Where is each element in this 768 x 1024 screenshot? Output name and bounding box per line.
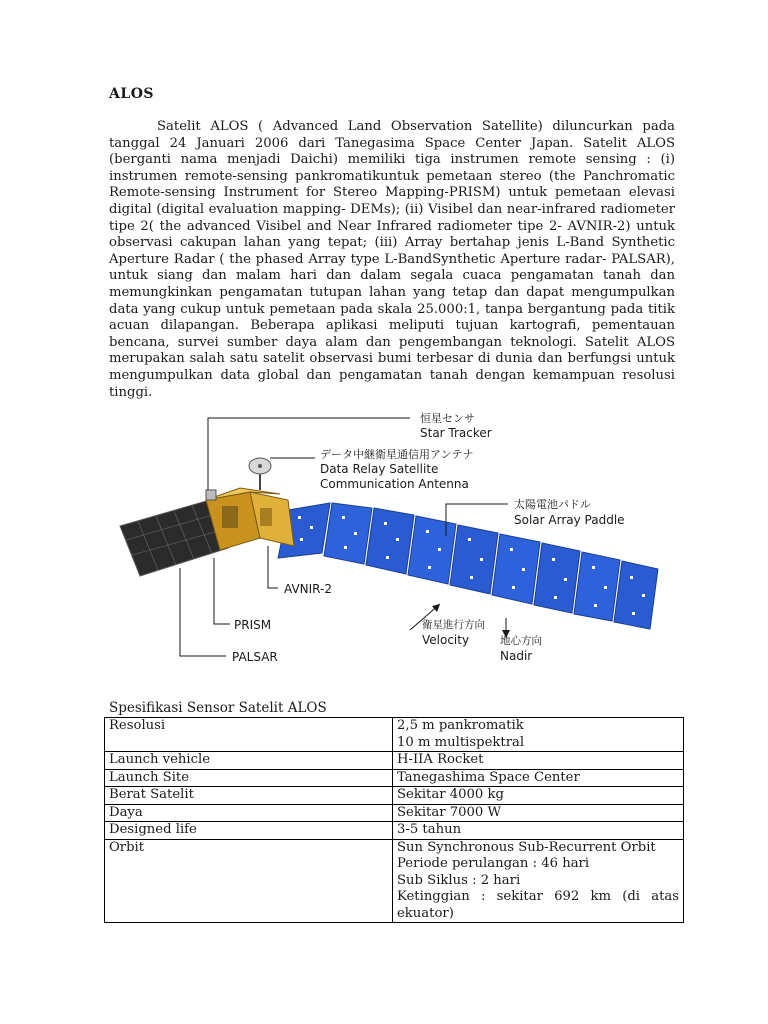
data-relay-antenna xyxy=(249,458,271,490)
spec-key: Orbit xyxy=(105,839,393,923)
table-row xyxy=(105,769,684,787)
velocity-label: Velocity xyxy=(422,633,470,647)
nadir-label-jp: 地心方向 xyxy=(500,635,542,647)
spec-value-line: Ketinggian : sekitar 692 km (di atas ekuator) xyxy=(397,889,679,921)
spec-value-line: Sun Synchronous Sub-Recurrent Orbit xyxy=(397,839,656,855)
table-row xyxy=(105,752,684,770)
body-paragraph xyxy=(109,119,675,401)
table-row xyxy=(105,804,684,822)
prism-label: PRISM xyxy=(234,618,272,632)
solar-label-jp: 太陽電池パドル xyxy=(514,498,591,511)
satellite-illustration xyxy=(110,408,670,670)
satellite-body xyxy=(206,488,294,550)
nadir-label: Nadir xyxy=(500,649,533,663)
spec-value xyxy=(393,822,684,840)
spec-value-line: 10 m multispektral xyxy=(397,734,525,750)
table-row xyxy=(105,718,684,752)
table-row xyxy=(105,839,684,923)
table-row xyxy=(105,787,684,805)
spec-value xyxy=(393,752,684,770)
section-title: ALOS xyxy=(109,86,155,102)
spec-key: Launch vehicle xyxy=(105,752,393,770)
spec-value xyxy=(393,718,684,752)
avnir-label: AVNIR-2 xyxy=(284,582,332,596)
spec-value-line: H-IIA Rocket xyxy=(397,752,484,767)
solar-label: Solar Array Paddle xyxy=(514,513,625,527)
star-tracker xyxy=(206,490,216,500)
spec-value-line: Tanegashima Space Center xyxy=(397,769,580,785)
spec-value xyxy=(393,839,684,923)
spec-key: Daya xyxy=(105,804,393,822)
spec-value xyxy=(393,804,684,822)
palsar-label: PALSAR xyxy=(232,650,278,664)
spec-key: Designed life xyxy=(105,822,393,840)
spec-table xyxy=(104,717,684,923)
spec-value xyxy=(393,769,684,787)
antenna-label-1: Data Relay Satellite xyxy=(320,462,439,476)
star-tracker-label: Star Tracker xyxy=(420,426,492,440)
spec-value xyxy=(393,787,684,805)
spec-key: Berat Satelit xyxy=(105,787,393,805)
velocity-label-jp: 衛星進行方向 xyxy=(422,619,485,631)
spec-value-line: Periode perulangan : 46 hari xyxy=(397,856,590,871)
antenna-label-2: Communication Antenna xyxy=(320,477,469,491)
antenna-label-jp: データ中継衛星通信用アンテナ xyxy=(320,448,474,461)
spec-value-line: Sekitar 7000 W xyxy=(397,804,502,820)
table-caption: Spesifikasi Sensor Satelit ALOS xyxy=(109,700,327,716)
satellite-diagram xyxy=(110,408,670,670)
spec-key: Launch Site xyxy=(105,769,393,787)
paragraph-text: Satelit ALOS ( Advanced Land Observation Satellite) diluncurkan pada tanggal 24 Januari 2006 dari Tanegasima Space Center Japan. Satelit ALOS (berganti nama menjadi Daichi) memiliki tiga instrumen remote sensing : (i) instrumen remote-sensing pankromatikuntuk pemetaan stereo (the Panchromatic Remote-sensing Instrument for Stereo Mapping-PRISM) untuk pemetaan elevasi digital (digital evaluation mapping- DEMs); (ii) Visibel dan near-infrared radiometer tipe 2( the advanced Visibel and Near Infrared radiometer tipe 2- AVNIR-2) untuk observasi cakupan lahan yang tepat; (iii) Array bertahap jenis L-Band Synthetic Aperture Radar ( the phased Array type L-BandSynthetic Aperture radar- PALSAR), untuk siang dan malam hari dan dalam segala cuaca pengamatan tanah dan memungkinkan pengamatan tutupan lahan yang tetap dan dapat mengumpulkan data yang cukup untuk pemetaan pada skala 25.000:1, tanpa bergantung pada titik acuan dilapangan. Beberapa aplikasi meliputi tujuan kartografi, pementauan bencana, survei sumber daya alam dan pengembangan teknologi. Satelit ALOS merupakan salah satu satelit observasi bumi terbesar di dunia dan berfungsi untuk mengumpulkan data global dan pengamatan tanah dengan kemampuan resolusi tinggi. xyxy=(109,119,675,400)
star-tracker-label-jp: 恒星センサ xyxy=(420,412,475,425)
spec-value-line: 2,5 m pankromatik xyxy=(397,718,524,733)
spec-value-line: 3-5 tahun xyxy=(397,822,462,837)
spec-value-line: Sekitar 4000 kg xyxy=(397,787,504,802)
table-row xyxy=(105,822,684,840)
spec-value-line: Sub Siklus : 2 hari xyxy=(397,872,521,888)
spec-key: Resolusi xyxy=(105,718,393,752)
